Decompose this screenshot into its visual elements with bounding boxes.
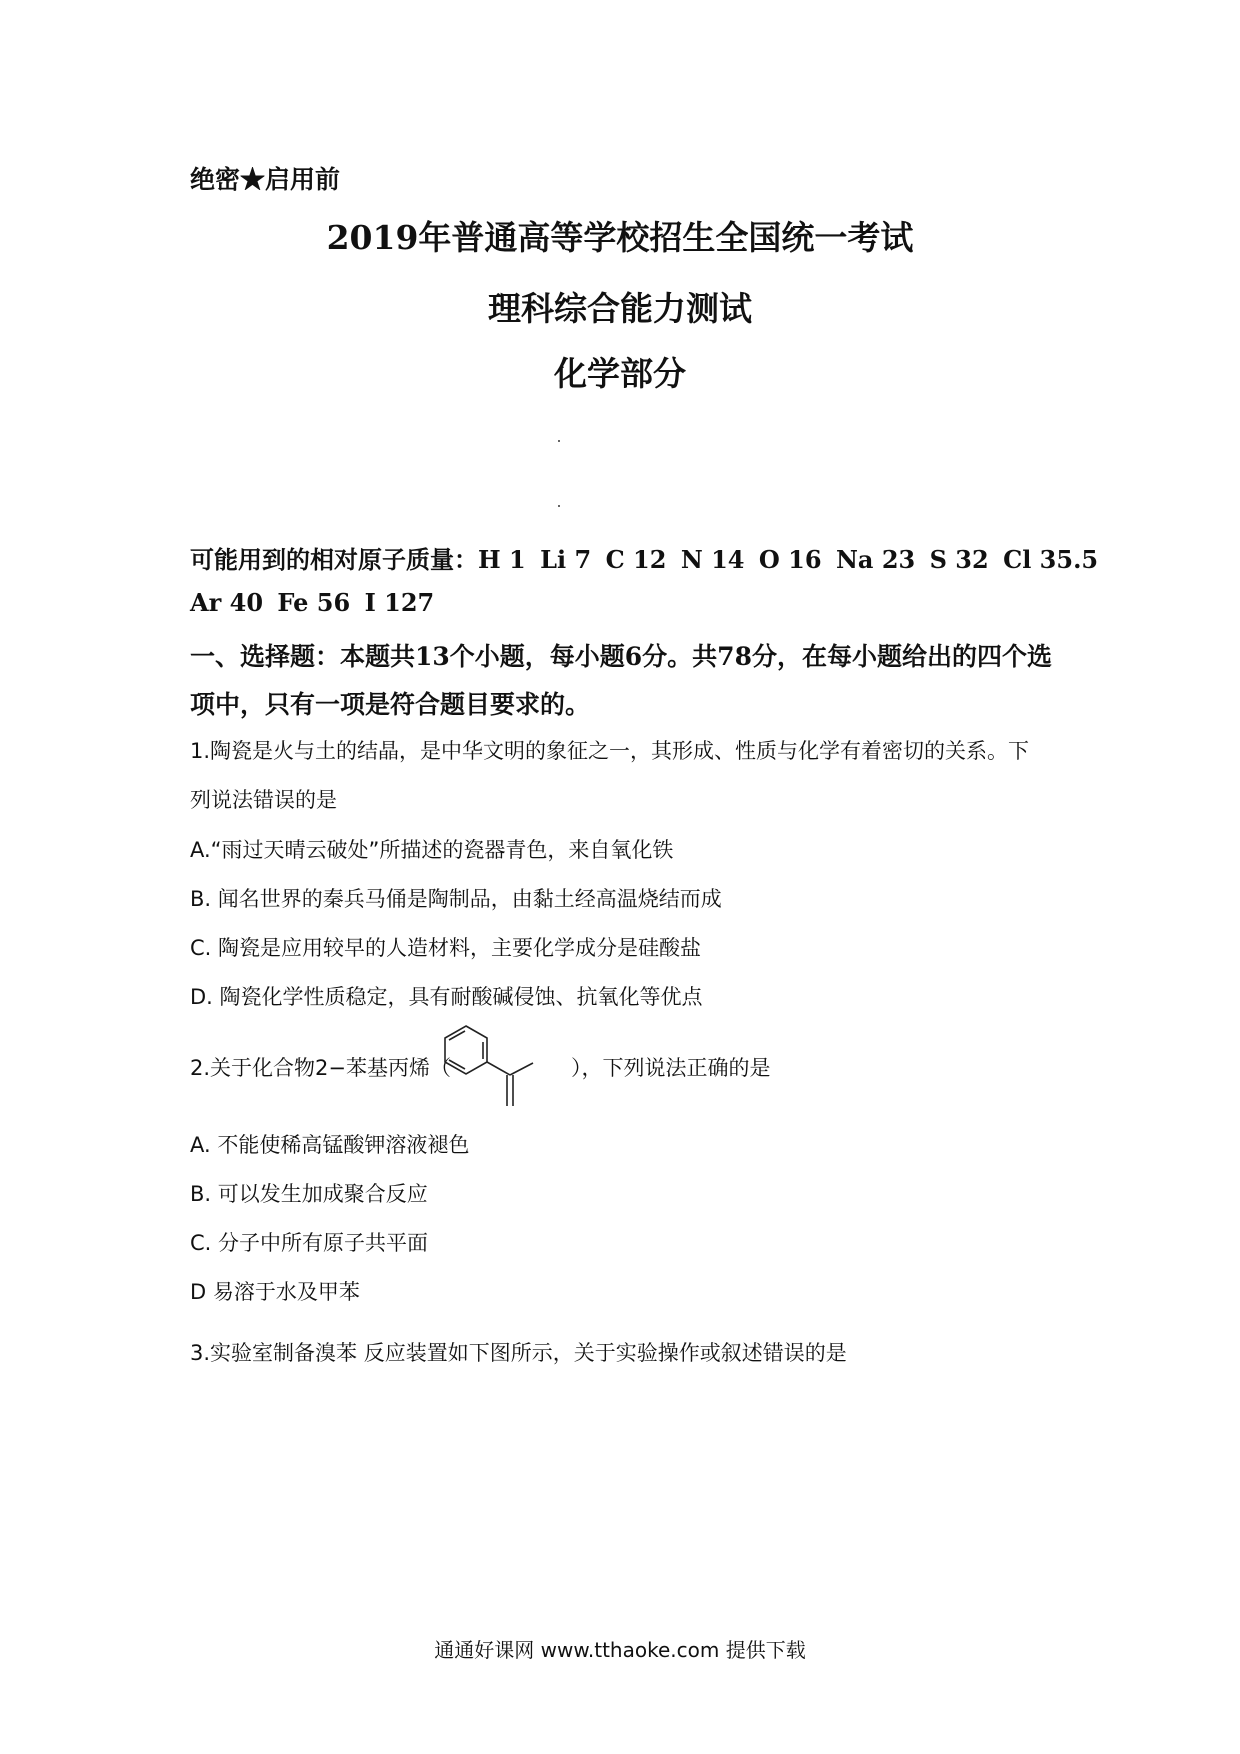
question-2-stem-before: 2.关于化合物2−苯基丙烯（	[190, 1056, 451, 1080]
atomic-masses-label: 可能用到的相对原子质量：	[190, 545, 478, 574]
2-phenylpropene-structure	[435, 1018, 555, 1128]
mass-entry: Fe 56	[277, 588, 351, 617]
question-1-option-c: C. 陶瓷是应用较早的人造材料，主要化学成分是硅酸盐	[190, 936, 702, 960]
question-1-stem-line2: 列说法错误的是	[190, 788, 337, 812]
benzene-ring	[445, 1026, 487, 1074]
question-1-option-b: B. 闻名世界的秦兵马俑是陶制品，由黏土经高温烧结而成	[190, 887, 722, 911]
exam-subtitle: 理科综合能力测试	[488, 289, 752, 328]
mass-entry: N 14	[680, 545, 745, 574]
question-2-option-d: D 易溶于水及甲苯	[190, 1280, 360, 1304]
exam-section-title: 化学部分	[554, 354, 686, 393]
question-1-option-a: A.“雨过天晴云破处”所描述的瓷器青色，来自氧化铁	[190, 838, 674, 862]
ring-double-bond	[449, 1031, 465, 1040]
question-2-option-a: A. 不能使稀高锰酸钾溶液褪色	[190, 1133, 470, 1157]
mass-entry: Li 7	[540, 545, 592, 574]
atomic-masses-line2	[190, 588, 434, 617]
scan-speck	[558, 440, 560, 442]
mass-entry: O 16	[758, 545, 822, 574]
mass-entry: S 32	[929, 545, 989, 574]
question-2-option-c: C. 分子中所有原子共平面	[190, 1231, 429, 1255]
scan-speck	[558, 505, 560, 507]
section-heading-line1: 一、选择题：本题共13个小题，每小题6分。共78分，在每小题给出的四个选	[190, 642, 1052, 671]
footer-source-note: 通通好课网 www.tthaoke.com 提供下载	[434, 1638, 806, 1662]
mass-entry: H 1	[478, 545, 526, 574]
mass-entry: I 127	[364, 588, 435, 617]
mass-entry: Na 23	[835, 545, 916, 574]
mass-entry: C 12	[605, 545, 667, 574]
ring-to-carbon-bond	[487, 1062, 510, 1075]
section-heading-line2: 项中，只有一项是符合题目要求的。	[190, 690, 591, 719]
confidential-label: 绝密★启用前	[190, 165, 341, 194]
methyl-bond	[510, 1063, 533, 1075]
atomic-masses-line1	[190, 540, 1098, 575]
exam-title: 2019年普通高等学校招生全国统一考试	[326, 218, 914, 257]
ring-double-bond	[449, 1060, 465, 1069]
question-1-option-d: D. 陶瓷化学性质稳定，具有耐酸碱侵蚀、抗氧化等优点	[190, 985, 703, 1009]
question-2-option-b: B. 可以发生加成聚合反应	[190, 1182, 428, 1206]
mass-entry: Ar 40	[190, 588, 264, 617]
question-1-stem-line1: 1.陶瓷是火与土的结晶，是中华文明的象征之一，其形成、性质与化学有着密切的关系。下	[190, 739, 1030, 763]
question-2-stem-after: ），下列说法正确的是	[571, 1056, 771, 1080]
mass-entry: Cl 35.5	[1003, 545, 1099, 574]
question-3-stem: 3.实验室制备溴苯 反应装置如下图所示，关于实验操作或叙述错误的是	[190, 1341, 847, 1365]
